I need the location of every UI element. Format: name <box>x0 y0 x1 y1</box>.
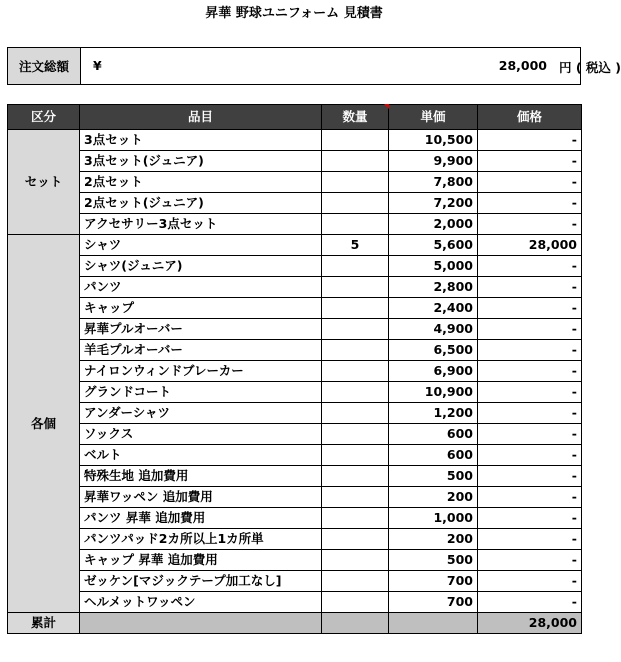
quantity-cell[interactable] <box>322 466 389 487</box>
quantity-cell[interactable] <box>322 340 389 361</box>
price-cell[interactable]: - <box>478 130 582 151</box>
quantity-cell[interactable] <box>322 277 389 298</box>
unit-price-cell[interactable]: 700 <box>389 571 478 592</box>
unit-price-cell[interactable]: 2,000 <box>389 214 478 235</box>
quantity-cell[interactable] <box>322 571 389 592</box>
order-total-label: 注文総額 <box>8 48 81 84</box>
price-cell[interactable]: - <box>478 424 582 445</box>
table-row <box>8 151 582 172</box>
table-row <box>8 550 582 571</box>
quantity-cell[interactable] <box>322 424 389 445</box>
total-price[interactable]: 28,000 <box>478 613 582 634</box>
quantity-cell[interactable] <box>322 298 389 319</box>
table-row <box>8 424 582 445</box>
table-row <box>8 319 582 340</box>
item-name-cell[interactable]: パンツパッド2カ所以上1カ所単 <box>80 529 322 550</box>
price-cell[interactable]: - <box>478 445 582 466</box>
table-row <box>8 529 582 550</box>
item-name-cell[interactable]: 2点セット(ジュニア) <box>80 193 322 214</box>
item-name-cell[interactable]: シャツ(ジュニア) <box>80 256 322 277</box>
price-cell[interactable]: - <box>478 487 582 508</box>
table-header-row <box>8 105 582 130</box>
header-price: 価格 <box>478 105 582 130</box>
unit-price-cell[interactable]: 700 <box>389 592 478 613</box>
price-cell[interactable]: - <box>478 298 582 319</box>
comment-marker-icon[interactable] <box>384 104 389 109</box>
category-cell: セット <box>8 130 80 235</box>
table-row <box>8 592 582 613</box>
unit-price-cell[interactable]: 600 <box>389 424 478 445</box>
item-name-cell[interactable]: ナイロンウィンドブレーカー <box>80 361 322 382</box>
table-row <box>8 361 582 382</box>
total-empty-cell[interactable] <box>80 613 322 634</box>
order-total-box <box>7 47 621 85</box>
table-row <box>8 403 582 424</box>
unit-price-cell[interactable]: 9,900 <box>389 151 478 172</box>
unit-price-cell[interactable]: 2,400 <box>389 298 478 319</box>
item-name-cell[interactable]: 2点セット <box>80 172 322 193</box>
quantity-cell[interactable]: 5 <box>322 235 389 256</box>
item-name-cell[interactable]: 3点セット <box>80 130 322 151</box>
unit-price-cell[interactable]: 5,000 <box>389 256 478 277</box>
unit-price-cell[interactable]: 7,800 <box>389 172 478 193</box>
table-row <box>8 382 582 403</box>
price-cell[interactable]: - <box>478 361 582 382</box>
price-cell[interactable]: - <box>478 508 582 529</box>
order-total-unit: 円 ( 税込 ) <box>559 60 621 75</box>
quantity-cell[interactable] <box>322 487 389 508</box>
unit-price-cell[interactable]: 1,200 <box>389 403 478 424</box>
unit-price-cell[interactable]: 200 <box>389 529 478 550</box>
quantity-cell[interactable] <box>322 592 389 613</box>
unit-price-cell[interactable]: 7,200 <box>389 193 478 214</box>
unit-price-cell[interactable]: 10,900 <box>389 382 478 403</box>
quantity-cell[interactable] <box>322 193 389 214</box>
unit-price-cell[interactable]: 6,500 <box>389 340 478 361</box>
item-name-cell[interactable]: アクセサリー3点セット <box>80 214 322 235</box>
price-cell[interactable]: - <box>478 151 582 172</box>
unit-price-cell[interactable]: 500 <box>389 550 478 571</box>
header-category: 区分 <box>8 105 80 130</box>
unit-price-cell[interactable]: 5,600 <box>389 235 478 256</box>
unit-price-cell[interactable]: 6,900 <box>389 361 478 382</box>
price-cell[interactable]: - <box>478 214 582 235</box>
page-title: 昇華 野球ユニフォーム 見積書 <box>205 6 383 21</box>
item-name-cell[interactable]: キャップ <box>80 298 322 319</box>
item-name-cell[interactable]: 特殊生地 追加費用 <box>80 466 322 487</box>
table-row <box>8 235 582 256</box>
yen-symbol: ¥ <box>93 58 102 73</box>
total-row <box>8 613 582 634</box>
item-name-cell[interactable]: ゼッケン[マジックテープ加工なし] <box>80 571 322 592</box>
header-quantity <box>322 105 389 130</box>
table-row <box>8 172 582 193</box>
price-cell[interactable]: - <box>478 256 582 277</box>
table-row <box>8 340 582 361</box>
price-cell[interactable]: - <box>478 592 582 613</box>
order-total-value <box>81 48 621 84</box>
order-total-amount[interactable]: 28,000 <box>498 58 547 73</box>
table-row <box>8 193 582 214</box>
item-name-cell[interactable]: シャツ <box>80 235 322 256</box>
price-cell[interactable]: - <box>478 403 582 424</box>
item-name-cell[interactable]: 3点セット(ジュニア) <box>80 151 322 172</box>
price-cell[interactable]: - <box>478 571 582 592</box>
table-row <box>8 277 582 298</box>
item-name-cell[interactable]: ソックス <box>80 424 322 445</box>
price-cell[interactable]: 28,000 <box>478 235 582 256</box>
quantity-cell[interactable] <box>322 172 389 193</box>
price-cell[interactable]: - <box>478 277 582 298</box>
quantity-cell[interactable] <box>322 550 389 571</box>
quote-table-body <box>8 130 582 613</box>
header-item: 品目 <box>80 105 322 130</box>
price-cell[interactable]: - <box>478 193 582 214</box>
quantity-cell[interactable] <box>322 319 389 340</box>
item-name-cell[interactable]: 羊毛プルオーバー <box>80 340 322 361</box>
quantity-cell[interactable] <box>322 508 389 529</box>
item-name-cell[interactable]: 昇華プルオーバー <box>80 319 322 340</box>
table-row <box>8 214 582 235</box>
table-row <box>8 508 582 529</box>
item-name-cell[interactable]: パンツ 昇華 追加費用 <box>80 508 322 529</box>
table-row <box>8 445 582 466</box>
price-cell[interactable]: - <box>478 382 582 403</box>
total-empty-cell[interactable] <box>322 613 389 634</box>
item-name-cell[interactable]: アンダーシャツ <box>80 403 322 424</box>
price-cell[interactable]: - <box>478 172 582 193</box>
quote-table <box>7 104 582 634</box>
quantity-cell[interactable] <box>322 214 389 235</box>
header-quantity-label: 数量 <box>342 109 368 124</box>
table-row <box>8 466 582 487</box>
unit-price-cell[interactable]: 500 <box>389 466 478 487</box>
quantity-cell[interactable] <box>322 151 389 172</box>
category-cell: 各個 <box>8 235 80 613</box>
table-row <box>8 256 582 277</box>
item-name-cell[interactable]: グランドコート <box>80 382 322 403</box>
table-row <box>8 130 582 151</box>
unit-price-cell[interactable]: 1,000 <box>389 508 478 529</box>
table-row <box>8 571 582 592</box>
unit-price-cell[interactable]: 600 <box>389 445 478 466</box>
item-name-cell[interactable]: パンツ <box>80 277 322 298</box>
price-cell[interactable]: - <box>478 340 582 361</box>
quantity-cell[interactable] <box>322 361 389 382</box>
header-unit-price: 単価 <box>389 105 478 130</box>
quantity-cell[interactable] <box>322 529 389 550</box>
unit-price-cell[interactable]: 10,500 <box>389 130 478 151</box>
total-empty-cell[interactable] <box>389 613 478 634</box>
unit-price-cell[interactable]: 200 <box>389 487 478 508</box>
price-cell[interactable]: - <box>478 319 582 340</box>
price-cell[interactable]: - <box>478 466 582 487</box>
item-name-cell[interactable]: ベルト <box>80 445 322 466</box>
quantity-cell[interactable] <box>322 382 389 403</box>
quantity-cell[interactable] <box>322 256 389 277</box>
quantity-cell[interactable] <box>322 130 389 151</box>
quantity-cell[interactable] <box>322 403 389 424</box>
unit-price-cell[interactable]: 2,800 <box>389 277 478 298</box>
total-label: 累計 <box>8 613 80 634</box>
item-name-cell[interactable]: キャップ 昇華 追加費用 <box>80 550 322 571</box>
quantity-cell[interactable] <box>322 445 389 466</box>
table-row <box>8 487 582 508</box>
price-cell[interactable]: - <box>478 550 582 571</box>
price-cell[interactable]: - <box>478 529 582 550</box>
unit-price-cell[interactable]: 4,900 <box>389 319 478 340</box>
item-name-cell[interactable]: ヘルメットワッペン <box>80 592 322 613</box>
item-name-cell[interactable]: 昇華ワッペン 追加費用 <box>80 487 322 508</box>
table-row <box>8 298 582 319</box>
